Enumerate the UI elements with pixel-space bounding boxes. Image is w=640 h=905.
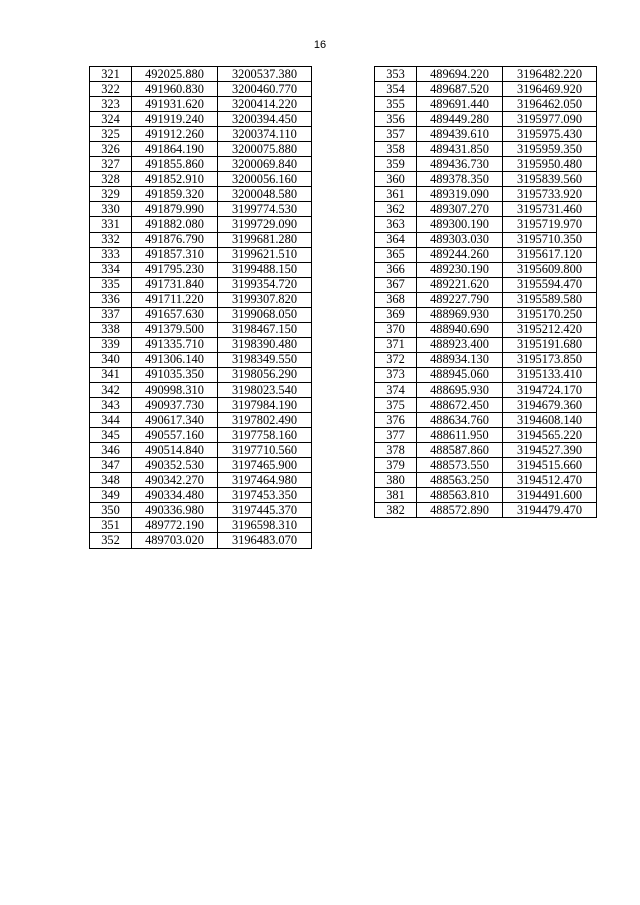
point-number-cell: 375 xyxy=(375,398,417,413)
x-coordinate-cell: 491657.630 xyxy=(132,307,218,322)
x-coordinate-cell: 489687.520 xyxy=(417,82,503,97)
point-number-cell: 356 xyxy=(375,112,417,127)
point-number-cell: 361 xyxy=(375,187,417,202)
table-row xyxy=(375,97,597,112)
x-coordinate-cell: 490336.980 xyxy=(132,503,218,518)
point-number-cell: 378 xyxy=(375,443,417,458)
y-coordinate-cell: 3194515.660 xyxy=(503,458,597,473)
x-coordinate-cell: 491035.350 xyxy=(132,367,218,382)
x-coordinate-cell: 488969.930 xyxy=(417,307,503,322)
point-number-cell: 372 xyxy=(375,352,417,367)
y-coordinate-cell: 3195733.920 xyxy=(503,187,597,202)
table-row xyxy=(90,127,312,142)
table-row xyxy=(375,157,597,172)
coordinates-table-body xyxy=(90,67,312,549)
x-coordinate-cell: 490352.530 xyxy=(132,458,218,473)
y-coordinate-cell: 3195589.580 xyxy=(503,292,597,307)
point-number-cell: 339 xyxy=(90,337,132,352)
point-number-cell: 366 xyxy=(375,262,417,277)
point-number-cell: 354 xyxy=(375,82,417,97)
table-row xyxy=(90,398,312,413)
point-number-cell: 381 xyxy=(375,488,417,503)
table-row xyxy=(90,428,312,443)
y-coordinate-cell: 3200537.380 xyxy=(218,67,312,82)
point-number-cell: 332 xyxy=(90,232,132,247)
point-number-cell: 363 xyxy=(375,217,417,232)
y-coordinate-cell: 3195170.250 xyxy=(503,307,597,322)
table-row xyxy=(375,187,597,202)
table-row xyxy=(90,473,312,488)
table-row xyxy=(90,458,312,473)
page-number: 16 xyxy=(313,39,327,51)
x-coordinate-cell: 489307.270 xyxy=(417,202,503,217)
y-coordinate-cell: 3196469.920 xyxy=(503,82,597,97)
table-row xyxy=(375,277,597,292)
point-number-cell: 349 xyxy=(90,488,132,503)
x-coordinate-cell: 491882.080 xyxy=(132,217,218,232)
table-row xyxy=(90,112,312,127)
x-coordinate-cell: 488573.550 xyxy=(417,458,503,473)
x-coordinate-cell: 492025.880 xyxy=(132,67,218,82)
y-coordinate-cell: 3198056.290 xyxy=(218,367,312,382)
x-coordinate-cell: 488695.930 xyxy=(417,382,503,397)
point-number-cell: 322 xyxy=(90,82,132,97)
point-number-cell: 360 xyxy=(375,172,417,187)
table-row xyxy=(90,82,312,97)
table-row xyxy=(375,217,597,232)
y-coordinate-cell: 3198349.550 xyxy=(218,352,312,367)
x-coordinate-cell: 490514.840 xyxy=(132,443,218,458)
y-coordinate-cell: 3197445.370 xyxy=(218,503,312,518)
point-number-cell: 365 xyxy=(375,247,417,262)
y-coordinate-cell: 3195191.680 xyxy=(503,337,597,352)
y-coordinate-cell: 3196483.070 xyxy=(218,533,312,548)
y-coordinate-cell: 3194479.470 xyxy=(503,503,597,518)
y-coordinate-cell: 3195731.460 xyxy=(503,202,597,217)
y-coordinate-cell: 3195609.800 xyxy=(503,262,597,277)
x-coordinate-cell: 491960.830 xyxy=(132,82,218,97)
table-row xyxy=(90,67,312,82)
coordinates-table-left xyxy=(89,66,312,549)
x-coordinate-cell: 489703.020 xyxy=(132,533,218,548)
point-number-cell: 335 xyxy=(90,277,132,292)
table-row xyxy=(375,367,597,382)
y-coordinate-cell: 3195950.480 xyxy=(503,157,597,172)
y-coordinate-cell: 3200394.450 xyxy=(218,112,312,127)
y-coordinate-cell: 3199681.280 xyxy=(218,232,312,247)
point-number-cell: 377 xyxy=(375,428,417,443)
y-coordinate-cell: 3195173.850 xyxy=(503,352,597,367)
table-row xyxy=(375,292,597,307)
y-coordinate-cell: 3195212.420 xyxy=(503,322,597,337)
y-coordinate-cell: 3200069.840 xyxy=(218,157,312,172)
point-number-cell: 370 xyxy=(375,322,417,337)
y-coordinate-cell: 3200414.220 xyxy=(218,97,312,112)
table-row xyxy=(375,352,597,367)
point-number-cell: 380 xyxy=(375,473,417,488)
table-row xyxy=(90,322,312,337)
x-coordinate-cell: 491711.220 xyxy=(132,292,218,307)
x-coordinate-cell: 491852.910 xyxy=(132,172,218,187)
point-number-cell: 374 xyxy=(375,382,417,397)
table-row xyxy=(90,292,312,307)
x-coordinate-cell: 488672.450 xyxy=(417,398,503,413)
point-number-cell: 352 xyxy=(90,533,132,548)
point-number-cell: 347 xyxy=(90,458,132,473)
y-coordinate-cell: 3195959.350 xyxy=(503,142,597,157)
x-coordinate-cell: 491379.500 xyxy=(132,322,218,337)
y-coordinate-cell: 3199307.820 xyxy=(218,292,312,307)
point-number-cell: 328 xyxy=(90,172,132,187)
table-row xyxy=(90,307,312,322)
y-coordinate-cell: 3195594.470 xyxy=(503,277,597,292)
x-coordinate-cell: 491731.840 xyxy=(132,277,218,292)
y-coordinate-cell: 3200460.770 xyxy=(218,82,312,97)
table-row xyxy=(375,488,597,503)
y-coordinate-cell: 3195133.410 xyxy=(503,367,597,382)
x-coordinate-cell: 490617.340 xyxy=(132,413,218,428)
point-number-cell: 376 xyxy=(375,413,417,428)
x-coordinate-cell: 489230.190 xyxy=(417,262,503,277)
y-coordinate-cell: 3199354.720 xyxy=(218,277,312,292)
table-row xyxy=(90,382,312,397)
point-number-cell: 373 xyxy=(375,367,417,382)
x-coordinate-cell: 490998.310 xyxy=(132,382,218,397)
point-number-cell: 345 xyxy=(90,428,132,443)
point-number-cell: 342 xyxy=(90,382,132,397)
table-row xyxy=(375,458,597,473)
y-coordinate-cell: 3199068.050 xyxy=(218,307,312,322)
y-coordinate-cell: 3194608.140 xyxy=(503,413,597,428)
point-number-cell: 382 xyxy=(375,503,417,518)
x-coordinate-cell: 490937.730 xyxy=(132,398,218,413)
table-row xyxy=(375,473,597,488)
x-coordinate-cell: 491335.710 xyxy=(132,337,218,352)
x-coordinate-cell: 488563.810 xyxy=(417,488,503,503)
y-coordinate-cell: 3197465.900 xyxy=(218,458,312,473)
x-coordinate-cell: 489439.610 xyxy=(417,127,503,142)
y-coordinate-cell: 3195719.970 xyxy=(503,217,597,232)
x-coordinate-cell: 491855.860 xyxy=(132,157,218,172)
point-number-cell: 336 xyxy=(90,292,132,307)
x-coordinate-cell: 491879.990 xyxy=(132,202,218,217)
table-row xyxy=(90,488,312,503)
table-row xyxy=(90,337,312,352)
point-number-cell: 371 xyxy=(375,337,417,352)
x-coordinate-cell: 489772.190 xyxy=(132,518,218,533)
x-coordinate-cell: 489319.090 xyxy=(417,187,503,202)
x-coordinate-cell: 488587.860 xyxy=(417,443,503,458)
point-number-cell: 338 xyxy=(90,322,132,337)
y-coordinate-cell: 3197758.160 xyxy=(218,428,312,443)
y-coordinate-cell: 3196482.220 xyxy=(503,67,597,82)
table-row xyxy=(375,382,597,397)
x-coordinate-cell: 489244.260 xyxy=(417,247,503,262)
y-coordinate-cell: 3199774.530 xyxy=(218,202,312,217)
point-number-cell: 333 xyxy=(90,247,132,262)
x-coordinate-cell: 489691.440 xyxy=(417,97,503,112)
point-number-cell: 359 xyxy=(375,157,417,172)
table-row xyxy=(90,503,312,518)
table-row xyxy=(375,428,597,443)
x-coordinate-cell: 489449.280 xyxy=(417,112,503,127)
point-number-cell: 337 xyxy=(90,307,132,322)
y-coordinate-cell: 3195839.560 xyxy=(503,172,597,187)
x-coordinate-cell: 489431.850 xyxy=(417,142,503,157)
y-coordinate-cell: 3194491.600 xyxy=(503,488,597,503)
table-row xyxy=(90,533,312,548)
table-row xyxy=(375,142,597,157)
x-coordinate-cell: 490557.160 xyxy=(132,428,218,443)
x-coordinate-cell: 491857.310 xyxy=(132,247,218,262)
point-number-cell: 369 xyxy=(375,307,417,322)
table-row xyxy=(375,112,597,127)
point-number-cell: 329 xyxy=(90,187,132,202)
point-number-cell: 353 xyxy=(375,67,417,82)
point-number-cell: 362 xyxy=(375,202,417,217)
point-number-cell: 340 xyxy=(90,352,132,367)
y-coordinate-cell: 3194679.360 xyxy=(503,398,597,413)
point-number-cell: 324 xyxy=(90,112,132,127)
y-coordinate-cell: 3195977.090 xyxy=(503,112,597,127)
y-coordinate-cell: 3199729.090 xyxy=(218,217,312,232)
table-row xyxy=(90,443,312,458)
x-coordinate-cell: 491931.620 xyxy=(132,97,218,112)
table-row xyxy=(90,262,312,277)
x-coordinate-cell: 491864.190 xyxy=(132,142,218,157)
point-number-cell: 350 xyxy=(90,503,132,518)
y-coordinate-cell: 3200048.580 xyxy=(218,187,312,202)
x-coordinate-cell: 491795.230 xyxy=(132,262,218,277)
x-coordinate-cell: 489378.350 xyxy=(417,172,503,187)
table-row xyxy=(375,413,597,428)
table-row xyxy=(90,157,312,172)
point-number-cell: 331 xyxy=(90,217,132,232)
table-row xyxy=(375,307,597,322)
y-coordinate-cell: 3195617.120 xyxy=(503,247,597,262)
y-coordinate-cell: 3200374.110 xyxy=(218,127,312,142)
x-coordinate-cell: 491919.240 xyxy=(132,112,218,127)
point-number-cell: 326 xyxy=(90,142,132,157)
x-coordinate-cell: 488940.690 xyxy=(417,322,503,337)
table-row xyxy=(375,503,597,518)
table-row xyxy=(375,262,597,277)
table-row xyxy=(90,187,312,202)
y-coordinate-cell: 3194512.470 xyxy=(503,473,597,488)
x-coordinate-cell: 489221.620 xyxy=(417,277,503,292)
point-number-cell: 323 xyxy=(90,97,132,112)
point-number-cell: 334 xyxy=(90,262,132,277)
table-row xyxy=(90,518,312,533)
table-row xyxy=(90,217,312,232)
x-coordinate-cell: 491912.260 xyxy=(132,127,218,142)
x-coordinate-cell: 489227.790 xyxy=(417,292,503,307)
table-row xyxy=(375,67,597,82)
table-row xyxy=(90,352,312,367)
x-coordinate-cell: 488563.250 xyxy=(417,473,503,488)
point-number-cell: 355 xyxy=(375,97,417,112)
point-number-cell: 327 xyxy=(90,157,132,172)
y-coordinate-cell: 3197802.490 xyxy=(218,413,312,428)
point-number-cell: 367 xyxy=(375,277,417,292)
point-number-cell: 343 xyxy=(90,398,132,413)
point-number-cell: 344 xyxy=(90,413,132,428)
x-coordinate-cell: 489300.190 xyxy=(417,217,503,232)
table-row xyxy=(375,82,597,97)
table-row xyxy=(375,398,597,413)
x-coordinate-cell: 491876.790 xyxy=(132,232,218,247)
table-row xyxy=(375,247,597,262)
table-row xyxy=(90,232,312,247)
point-number-cell: 341 xyxy=(90,367,132,382)
table-row xyxy=(375,127,597,142)
x-coordinate-cell: 491859.320 xyxy=(132,187,218,202)
y-coordinate-cell: 3199621.510 xyxy=(218,247,312,262)
point-number-cell: 348 xyxy=(90,473,132,488)
point-number-cell: 357 xyxy=(375,127,417,142)
y-coordinate-cell: 3196598.310 xyxy=(218,518,312,533)
x-coordinate-cell: 490334.480 xyxy=(132,488,218,503)
y-coordinate-cell: 3198023.540 xyxy=(218,382,312,397)
point-number-cell: 330 xyxy=(90,202,132,217)
x-coordinate-cell: 489436.730 xyxy=(417,157,503,172)
point-number-cell: 364 xyxy=(375,232,417,247)
table-row xyxy=(375,172,597,187)
y-coordinate-cell: 3200075.880 xyxy=(218,142,312,157)
y-coordinate-cell: 3197464.980 xyxy=(218,473,312,488)
point-number-cell: 379 xyxy=(375,458,417,473)
x-coordinate-cell: 488572.890 xyxy=(417,503,503,518)
table-row xyxy=(90,172,312,187)
table-row xyxy=(375,443,597,458)
table-row xyxy=(90,367,312,382)
x-coordinate-cell: 488611.950 xyxy=(417,428,503,443)
x-coordinate-cell: 488945.060 xyxy=(417,367,503,382)
point-number-cell: 358 xyxy=(375,142,417,157)
x-coordinate-cell: 491306.140 xyxy=(132,352,218,367)
point-number-cell: 351 xyxy=(90,518,132,533)
point-number-cell: 346 xyxy=(90,443,132,458)
table-row xyxy=(375,202,597,217)
y-coordinate-cell: 3199488.150 xyxy=(218,262,312,277)
y-coordinate-cell: 3198390.480 xyxy=(218,337,312,352)
y-coordinate-cell: 3198467.150 xyxy=(218,322,312,337)
x-coordinate-cell: 490342.270 xyxy=(132,473,218,488)
point-number-cell: 321 xyxy=(90,67,132,82)
table-row xyxy=(90,142,312,157)
table-row xyxy=(90,413,312,428)
y-coordinate-cell: 3194724.170 xyxy=(503,382,597,397)
y-coordinate-cell: 3197710.560 xyxy=(218,443,312,458)
coordinates-table-body xyxy=(375,67,597,518)
x-coordinate-cell: 488923.400 xyxy=(417,337,503,352)
point-number-cell: 368 xyxy=(375,292,417,307)
table-row xyxy=(90,202,312,217)
table-row xyxy=(375,232,597,247)
x-coordinate-cell: 488934.130 xyxy=(417,352,503,367)
y-coordinate-cell: 3196462.050 xyxy=(503,97,597,112)
x-coordinate-cell: 489303.030 xyxy=(417,232,503,247)
y-coordinate-cell: 3200056.160 xyxy=(218,172,312,187)
y-coordinate-cell: 3197453.350 xyxy=(218,488,312,503)
coordinates-table-right xyxy=(374,66,597,518)
x-coordinate-cell: 489694.220 xyxy=(417,67,503,82)
y-coordinate-cell: 3194565.220 xyxy=(503,428,597,443)
table-row xyxy=(90,247,312,262)
table-row xyxy=(375,337,597,352)
table-row xyxy=(90,97,312,112)
x-coordinate-cell: 488634.760 xyxy=(417,413,503,428)
y-coordinate-cell: 3197984.190 xyxy=(218,398,312,413)
point-number-cell: 325 xyxy=(90,127,132,142)
y-coordinate-cell: 3195975.430 xyxy=(503,127,597,142)
table-row xyxy=(375,322,597,337)
y-coordinate-cell: 3195710.350 xyxy=(503,232,597,247)
table-row xyxy=(90,277,312,292)
y-coordinate-cell: 3194527.390 xyxy=(503,443,597,458)
